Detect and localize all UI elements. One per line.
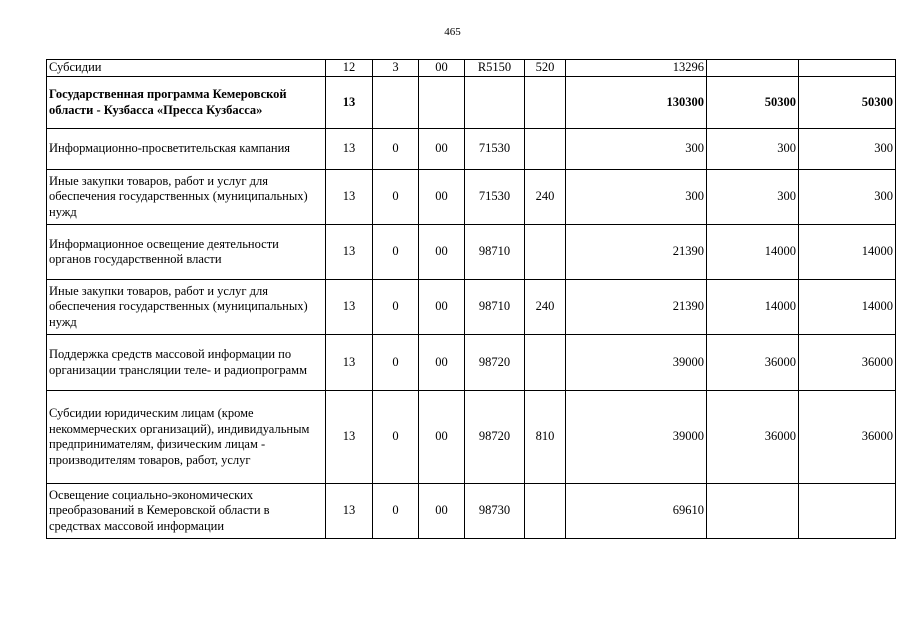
row-code-3: 00 — [419, 391, 465, 484]
row-name: Информационно-просветительская кампания — [47, 129, 326, 170]
row-code-1: 12 — [326, 60, 373, 77]
row-name: Субсидии — [47, 60, 326, 77]
row-code-3: 00 — [419, 280, 465, 335]
row-name: Иные закупки товаров, работ и услуг для обеспечения государственных (муниципальных) нужд — [47, 280, 326, 335]
row-code-1: 13 — [326, 335, 373, 391]
row-code-3: 00 — [419, 484, 465, 539]
row-code-2: 0 — [373, 391, 419, 484]
table-row — [47, 129, 896, 170]
row-code-3 — [419, 77, 465, 129]
budget-table — [46, 59, 896, 539]
table-row — [47, 335, 896, 391]
row-code-2 — [373, 77, 419, 129]
row-code-1: 13 — [326, 225, 373, 280]
row-code-1: 13 — [326, 280, 373, 335]
row-code-4 — [465, 77, 525, 129]
row-code-2: 3 — [373, 60, 419, 77]
row-code-2: 0 — [373, 129, 419, 170]
row-name: Иные закупки товаров, работ и услуг для обеспечения государственных (муниципальных) нужд — [47, 170, 326, 225]
table-row — [47, 280, 896, 335]
row-code-5 — [525, 77, 566, 129]
row-value-3: 36000 — [799, 335, 896, 391]
table-row — [47, 60, 896, 77]
row-value-2: 14000 — [707, 225, 799, 280]
row-name: Государственная программа Кемеровской области - Кузбасса «Пресса Кузбасса» — [47, 77, 326, 129]
row-value-2: 50300 — [707, 77, 799, 129]
row-code-4: R5150 — [465, 60, 525, 77]
row-code-5 — [525, 335, 566, 391]
table-row — [47, 170, 896, 225]
row-code-4: 98730 — [465, 484, 525, 539]
row-name: Информационное освещение деятельности органов государственной власти — [47, 225, 326, 280]
row-value-3: 14000 — [799, 225, 896, 280]
table-row — [47, 77, 896, 129]
row-code-5: 240 — [525, 170, 566, 225]
row-code-3: 00 — [419, 335, 465, 391]
row-value-2: 14000 — [707, 280, 799, 335]
row-value-3: 50300 — [799, 77, 896, 129]
row-code-5 — [525, 225, 566, 280]
row-code-1: 13 — [326, 391, 373, 484]
row-value-1: 300 — [566, 129, 707, 170]
row-code-1: 13 — [326, 129, 373, 170]
row-code-2: 0 — [373, 484, 419, 539]
row-code-4: 98720 — [465, 391, 525, 484]
row-code-2: 0 — [373, 225, 419, 280]
row-value-1: 39000 — [566, 335, 707, 391]
row-code-1: 13 — [326, 170, 373, 225]
row-value-1: 39000 — [566, 391, 707, 484]
row-name: Освещение социально-экономических преобразований в Кемеровской области в средствах массовой информации — [47, 484, 326, 539]
row-value-2: 36000 — [707, 391, 799, 484]
row-code-4: 98710 — [465, 280, 525, 335]
row-value-3: 300 — [799, 170, 896, 225]
row-code-3: 00 — [419, 60, 465, 77]
row-code-3: 00 — [419, 129, 465, 170]
row-code-5 — [525, 484, 566, 539]
table-row — [47, 391, 896, 484]
row-value-3 — [799, 60, 896, 77]
row-code-4: 71530 — [465, 129, 525, 170]
row-code-2: 0 — [373, 280, 419, 335]
page-number: 465 — [444, 26, 461, 38]
row-code-5: 240 — [525, 280, 566, 335]
row-code-4: 71530 — [465, 170, 525, 225]
row-value-3 — [799, 484, 896, 539]
row-code-2: 0 — [373, 170, 419, 225]
row-code-3: 00 — [419, 170, 465, 225]
row-value-2: 300 — [707, 170, 799, 225]
row-value-2 — [707, 60, 799, 77]
row-value-2: 300 — [707, 129, 799, 170]
row-value-3: 300 — [799, 129, 896, 170]
row-value-2 — [707, 484, 799, 539]
row-code-5: 810 — [525, 391, 566, 484]
row-name: Поддержка средств массовой информации по организации трансляции теле- и радиопрограмм — [47, 335, 326, 391]
row-value-1: 69610 — [566, 484, 707, 539]
row-value-1: 13296 — [566, 60, 707, 77]
table-row — [47, 225, 896, 280]
row-code-3: 00 — [419, 225, 465, 280]
row-code-1: 13 — [326, 77, 373, 129]
row-code-5 — [525, 129, 566, 170]
row-code-4: 98710 — [465, 225, 525, 280]
row-name: Субсидии юридическим лицам (кроме некоммерческих организаций), индивидуальным предпринимателям, физическим лицам - производителям товаров, работ, услуг — [47, 391, 326, 484]
row-code-2: 0 — [373, 335, 419, 391]
row-value-1: 130300 — [566, 77, 707, 129]
row-code-5: 520 — [525, 60, 566, 77]
row-code-1: 13 — [326, 484, 373, 539]
row-value-2: 36000 — [707, 335, 799, 391]
row-value-1: 21390 — [566, 225, 707, 280]
row-value-3: 14000 — [799, 280, 896, 335]
row-value-1: 300 — [566, 170, 707, 225]
row-code-4: 98720 — [465, 335, 525, 391]
row-value-3: 36000 — [799, 391, 896, 484]
table-row — [47, 484, 896, 539]
row-value-1: 21390 — [566, 280, 707, 335]
